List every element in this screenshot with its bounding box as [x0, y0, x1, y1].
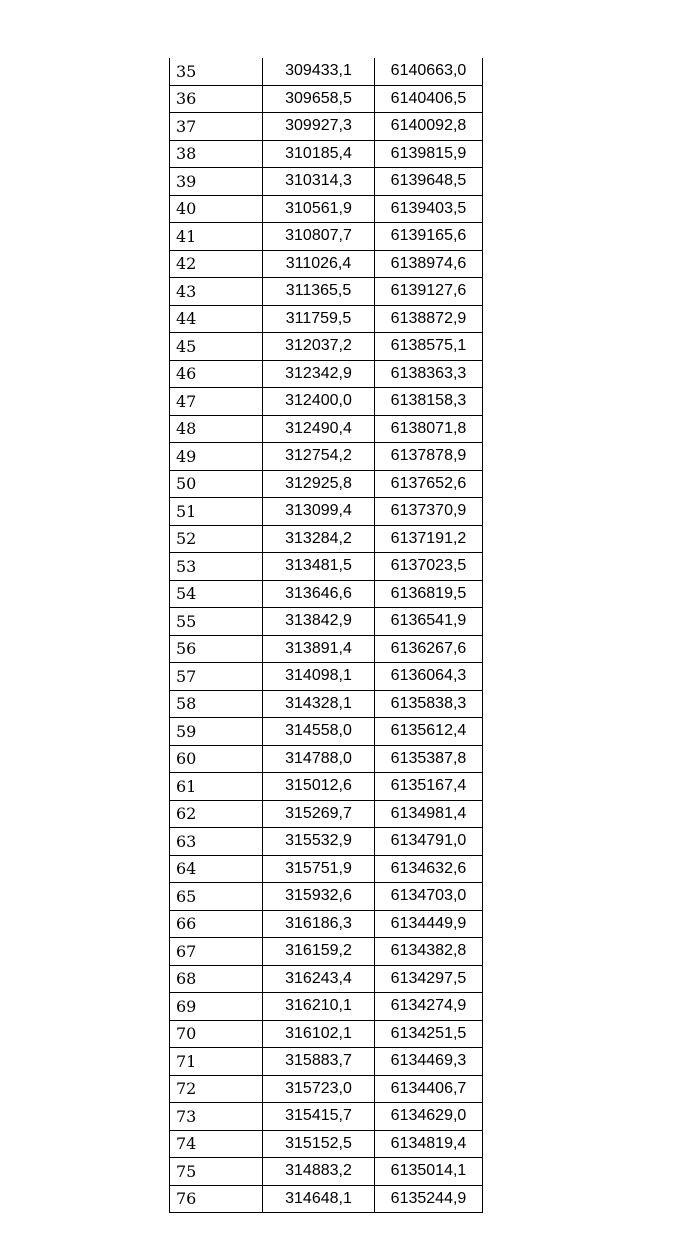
table-row — [170, 525, 483, 553]
point-number-cell: 54 — [170, 580, 263, 608]
y-coordinate-cell: 6136541,9 — [375, 608, 483, 636]
y-coordinate-cell: 6138974,6 — [375, 250, 483, 278]
y-coordinate-cell: 6135244,9 — [375, 1185, 483, 1213]
y-coordinate-cell: 6134632,6 — [375, 855, 483, 883]
y-coordinate-cell: 6134449,9 — [375, 910, 483, 938]
y-coordinate-cell: 6138575,1 — [375, 333, 483, 361]
y-coordinate-cell: 6140092,8 — [375, 113, 483, 141]
table-row — [170, 333, 483, 361]
x-coordinate-cell: 309433,1 — [263, 58, 375, 85]
point-number-cell: 67 — [170, 938, 263, 966]
y-coordinate-cell: 6135612,4 — [375, 718, 483, 746]
point-number-cell: 35 — [170, 58, 263, 85]
table-row — [170, 910, 483, 938]
x-coordinate-cell: 311365,5 — [263, 278, 375, 306]
x-coordinate-cell: 310185,4 — [263, 140, 375, 168]
point-number-cell: 39 — [170, 168, 263, 196]
x-coordinate-cell: 314328,1 — [263, 690, 375, 718]
x-coordinate-cell: 314788,0 — [263, 745, 375, 773]
y-coordinate-cell: 6136819,5 — [375, 580, 483, 608]
table-row — [170, 1103, 483, 1131]
point-number-cell: 59 — [170, 718, 263, 746]
y-coordinate-cell: 6137652,6 — [375, 470, 483, 498]
x-coordinate-cell: 315932,6 — [263, 883, 375, 911]
point-number-cell: 37 — [170, 113, 263, 141]
x-coordinate-cell: 316159,2 — [263, 938, 375, 966]
table-row — [170, 388, 483, 416]
y-coordinate-cell: 6140406,5 — [375, 85, 483, 113]
point-number-cell: 58 — [170, 690, 263, 718]
point-number-cell: 60 — [170, 745, 263, 773]
x-coordinate-cell: 313891,4 — [263, 635, 375, 663]
point-number-cell: 43 — [170, 278, 263, 306]
x-coordinate-cell: 313842,9 — [263, 608, 375, 636]
table-row — [170, 553, 483, 581]
x-coordinate-cell: 315012,6 — [263, 773, 375, 801]
table-row — [170, 635, 483, 663]
point-number-cell: 61 — [170, 773, 263, 801]
x-coordinate-cell: 310314,3 — [263, 168, 375, 196]
table-row — [170, 690, 483, 718]
point-number-cell: 68 — [170, 965, 263, 993]
point-number-cell: 49 — [170, 443, 263, 471]
x-coordinate-cell: 315723,0 — [263, 1075, 375, 1103]
y-coordinate-cell: 6135387,8 — [375, 745, 483, 773]
point-number-cell: 62 — [170, 800, 263, 828]
table-row — [170, 1130, 483, 1158]
x-coordinate-cell: 312754,2 — [263, 443, 375, 471]
x-coordinate-cell: 316210,1 — [263, 993, 375, 1021]
point-number-cell: 38 — [170, 140, 263, 168]
y-coordinate-cell: 6134469,3 — [375, 1048, 483, 1076]
x-coordinate-cell: 309927,3 — [263, 113, 375, 141]
y-coordinate-cell: 6138071,8 — [375, 415, 483, 443]
y-coordinate-cell: 6136267,6 — [375, 635, 483, 663]
table-row — [170, 608, 483, 636]
x-coordinate-cell: 310807,7 — [263, 223, 375, 251]
x-coordinate-cell: 316243,4 — [263, 965, 375, 993]
x-coordinate-cell: 315751,9 — [263, 855, 375, 883]
x-coordinate-cell: 313284,2 — [263, 525, 375, 553]
y-coordinate-cell: 6136064,3 — [375, 663, 483, 691]
point-number-cell: 48 — [170, 415, 263, 443]
point-number-cell: 69 — [170, 993, 263, 1021]
x-coordinate-cell: 315415,7 — [263, 1103, 375, 1131]
y-coordinate-cell: 6138872,9 — [375, 305, 483, 333]
point-number-cell: 65 — [170, 883, 263, 911]
table-row — [170, 1158, 483, 1186]
point-number-cell: 46 — [170, 360, 263, 388]
table-row — [170, 113, 483, 141]
point-number-cell: 36 — [170, 85, 263, 113]
x-coordinate-cell: 312037,2 — [263, 333, 375, 361]
point-number-cell: 75 — [170, 1158, 263, 1186]
table-row — [170, 745, 483, 773]
table-row — [170, 1185, 483, 1213]
x-coordinate-cell: 315269,7 — [263, 800, 375, 828]
table-row — [170, 223, 483, 251]
point-number-cell: 55 — [170, 608, 263, 636]
y-coordinate-cell: 6139815,9 — [375, 140, 483, 168]
y-coordinate-cell: 6138363,3 — [375, 360, 483, 388]
coordinates-table-body — [170, 58, 483, 1213]
y-coordinate-cell: 6140663,0 — [375, 58, 483, 85]
x-coordinate-cell: 313646,6 — [263, 580, 375, 608]
table-row — [170, 855, 483, 883]
y-coordinate-cell: 6139403,5 — [375, 195, 483, 223]
y-coordinate-cell: 6135014,1 — [375, 1158, 483, 1186]
table-row — [170, 828, 483, 856]
table-row — [170, 443, 483, 471]
table-row — [170, 883, 483, 911]
point-number-cell: 40 — [170, 195, 263, 223]
point-number-cell: 41 — [170, 223, 263, 251]
table-row — [170, 58, 483, 85]
x-coordinate-cell: 312400,0 — [263, 388, 375, 416]
table-row — [170, 305, 483, 333]
y-coordinate-cell: 6138158,3 — [375, 388, 483, 416]
x-coordinate-cell: 312925,8 — [263, 470, 375, 498]
table-row — [170, 85, 483, 113]
x-coordinate-cell: 315152,5 — [263, 1130, 375, 1158]
y-coordinate-cell: 6139648,5 — [375, 168, 483, 196]
y-coordinate-cell: 6137191,2 — [375, 525, 483, 553]
table-row — [170, 168, 483, 196]
y-coordinate-cell: 6134981,4 — [375, 800, 483, 828]
point-number-cell: 47 — [170, 388, 263, 416]
table-row — [170, 1048, 483, 1076]
table-row — [170, 1075, 483, 1103]
x-coordinate-cell: 312342,9 — [263, 360, 375, 388]
y-coordinate-cell: 6137023,5 — [375, 553, 483, 581]
y-coordinate-cell: 6134629,0 — [375, 1103, 483, 1131]
x-coordinate-cell: 311026,4 — [263, 250, 375, 278]
x-coordinate-cell: 314883,2 — [263, 1158, 375, 1186]
table-row — [170, 965, 483, 993]
point-number-cell: 66 — [170, 910, 263, 938]
table-row — [170, 498, 483, 526]
table-row — [170, 415, 483, 443]
y-coordinate-cell: 6137878,9 — [375, 443, 483, 471]
y-coordinate-cell: 6134297,5 — [375, 965, 483, 993]
x-coordinate-cell: 316186,3 — [263, 910, 375, 938]
table-row — [170, 140, 483, 168]
y-coordinate-cell: 6134703,0 — [375, 883, 483, 911]
point-number-cell: 56 — [170, 635, 263, 663]
point-number-cell: 52 — [170, 525, 263, 553]
x-coordinate-cell: 313099,4 — [263, 498, 375, 526]
point-number-cell: 51 — [170, 498, 263, 526]
table-row — [170, 470, 483, 498]
point-number-cell: 70 — [170, 1020, 263, 1048]
table-row — [170, 773, 483, 801]
table-row — [170, 993, 483, 1021]
x-coordinate-cell: 315883,7 — [263, 1048, 375, 1076]
y-coordinate-cell: 6137370,9 — [375, 498, 483, 526]
x-coordinate-cell: 311759,5 — [263, 305, 375, 333]
table-row — [170, 250, 483, 278]
x-coordinate-cell: 309658,5 — [263, 85, 375, 113]
x-coordinate-cell: 314558,0 — [263, 718, 375, 746]
point-number-cell: 73 — [170, 1103, 263, 1131]
table-row — [170, 663, 483, 691]
point-number-cell: 44 — [170, 305, 263, 333]
point-number-cell: 42 — [170, 250, 263, 278]
y-coordinate-cell: 6135167,4 — [375, 773, 483, 801]
point-number-cell: 72 — [170, 1075, 263, 1103]
coordinates-table — [169, 58, 483, 1213]
table-row — [170, 360, 483, 388]
y-coordinate-cell: 6134406,7 — [375, 1075, 483, 1103]
table-row — [170, 1020, 483, 1048]
y-coordinate-cell: 6134382,8 — [375, 938, 483, 966]
table-row — [170, 580, 483, 608]
x-coordinate-cell: 316102,1 — [263, 1020, 375, 1048]
point-number-cell: 50 — [170, 470, 263, 498]
point-number-cell: 74 — [170, 1130, 263, 1158]
table-row — [170, 278, 483, 306]
table-row — [170, 938, 483, 966]
point-number-cell: 71 — [170, 1048, 263, 1076]
y-coordinate-cell: 6134791,0 — [375, 828, 483, 856]
point-number-cell: 57 — [170, 663, 263, 691]
point-number-cell: 64 — [170, 855, 263, 883]
table-row — [170, 718, 483, 746]
point-number-cell: 76 — [170, 1185, 263, 1213]
y-coordinate-cell: 6135838,3 — [375, 690, 483, 718]
x-coordinate-cell: 315532,9 — [263, 828, 375, 856]
y-coordinate-cell: 6134251,5 — [375, 1020, 483, 1048]
y-coordinate-cell: 6139165,6 — [375, 223, 483, 251]
x-coordinate-cell: 312490,4 — [263, 415, 375, 443]
y-coordinate-cell: 6134274,9 — [375, 993, 483, 1021]
x-coordinate-cell: 314098,1 — [263, 663, 375, 691]
table-row — [170, 195, 483, 223]
table-row — [170, 800, 483, 828]
y-coordinate-cell: 6134819,4 — [375, 1130, 483, 1158]
y-coordinate-cell: 6139127,6 — [375, 278, 483, 306]
x-coordinate-cell: 314648,1 — [263, 1185, 375, 1213]
x-coordinate-cell: 310561,9 — [263, 195, 375, 223]
x-coordinate-cell: 313481,5 — [263, 553, 375, 581]
point-number-cell: 53 — [170, 553, 263, 581]
point-number-cell: 45 — [170, 333, 263, 361]
point-number-cell: 63 — [170, 828, 263, 856]
